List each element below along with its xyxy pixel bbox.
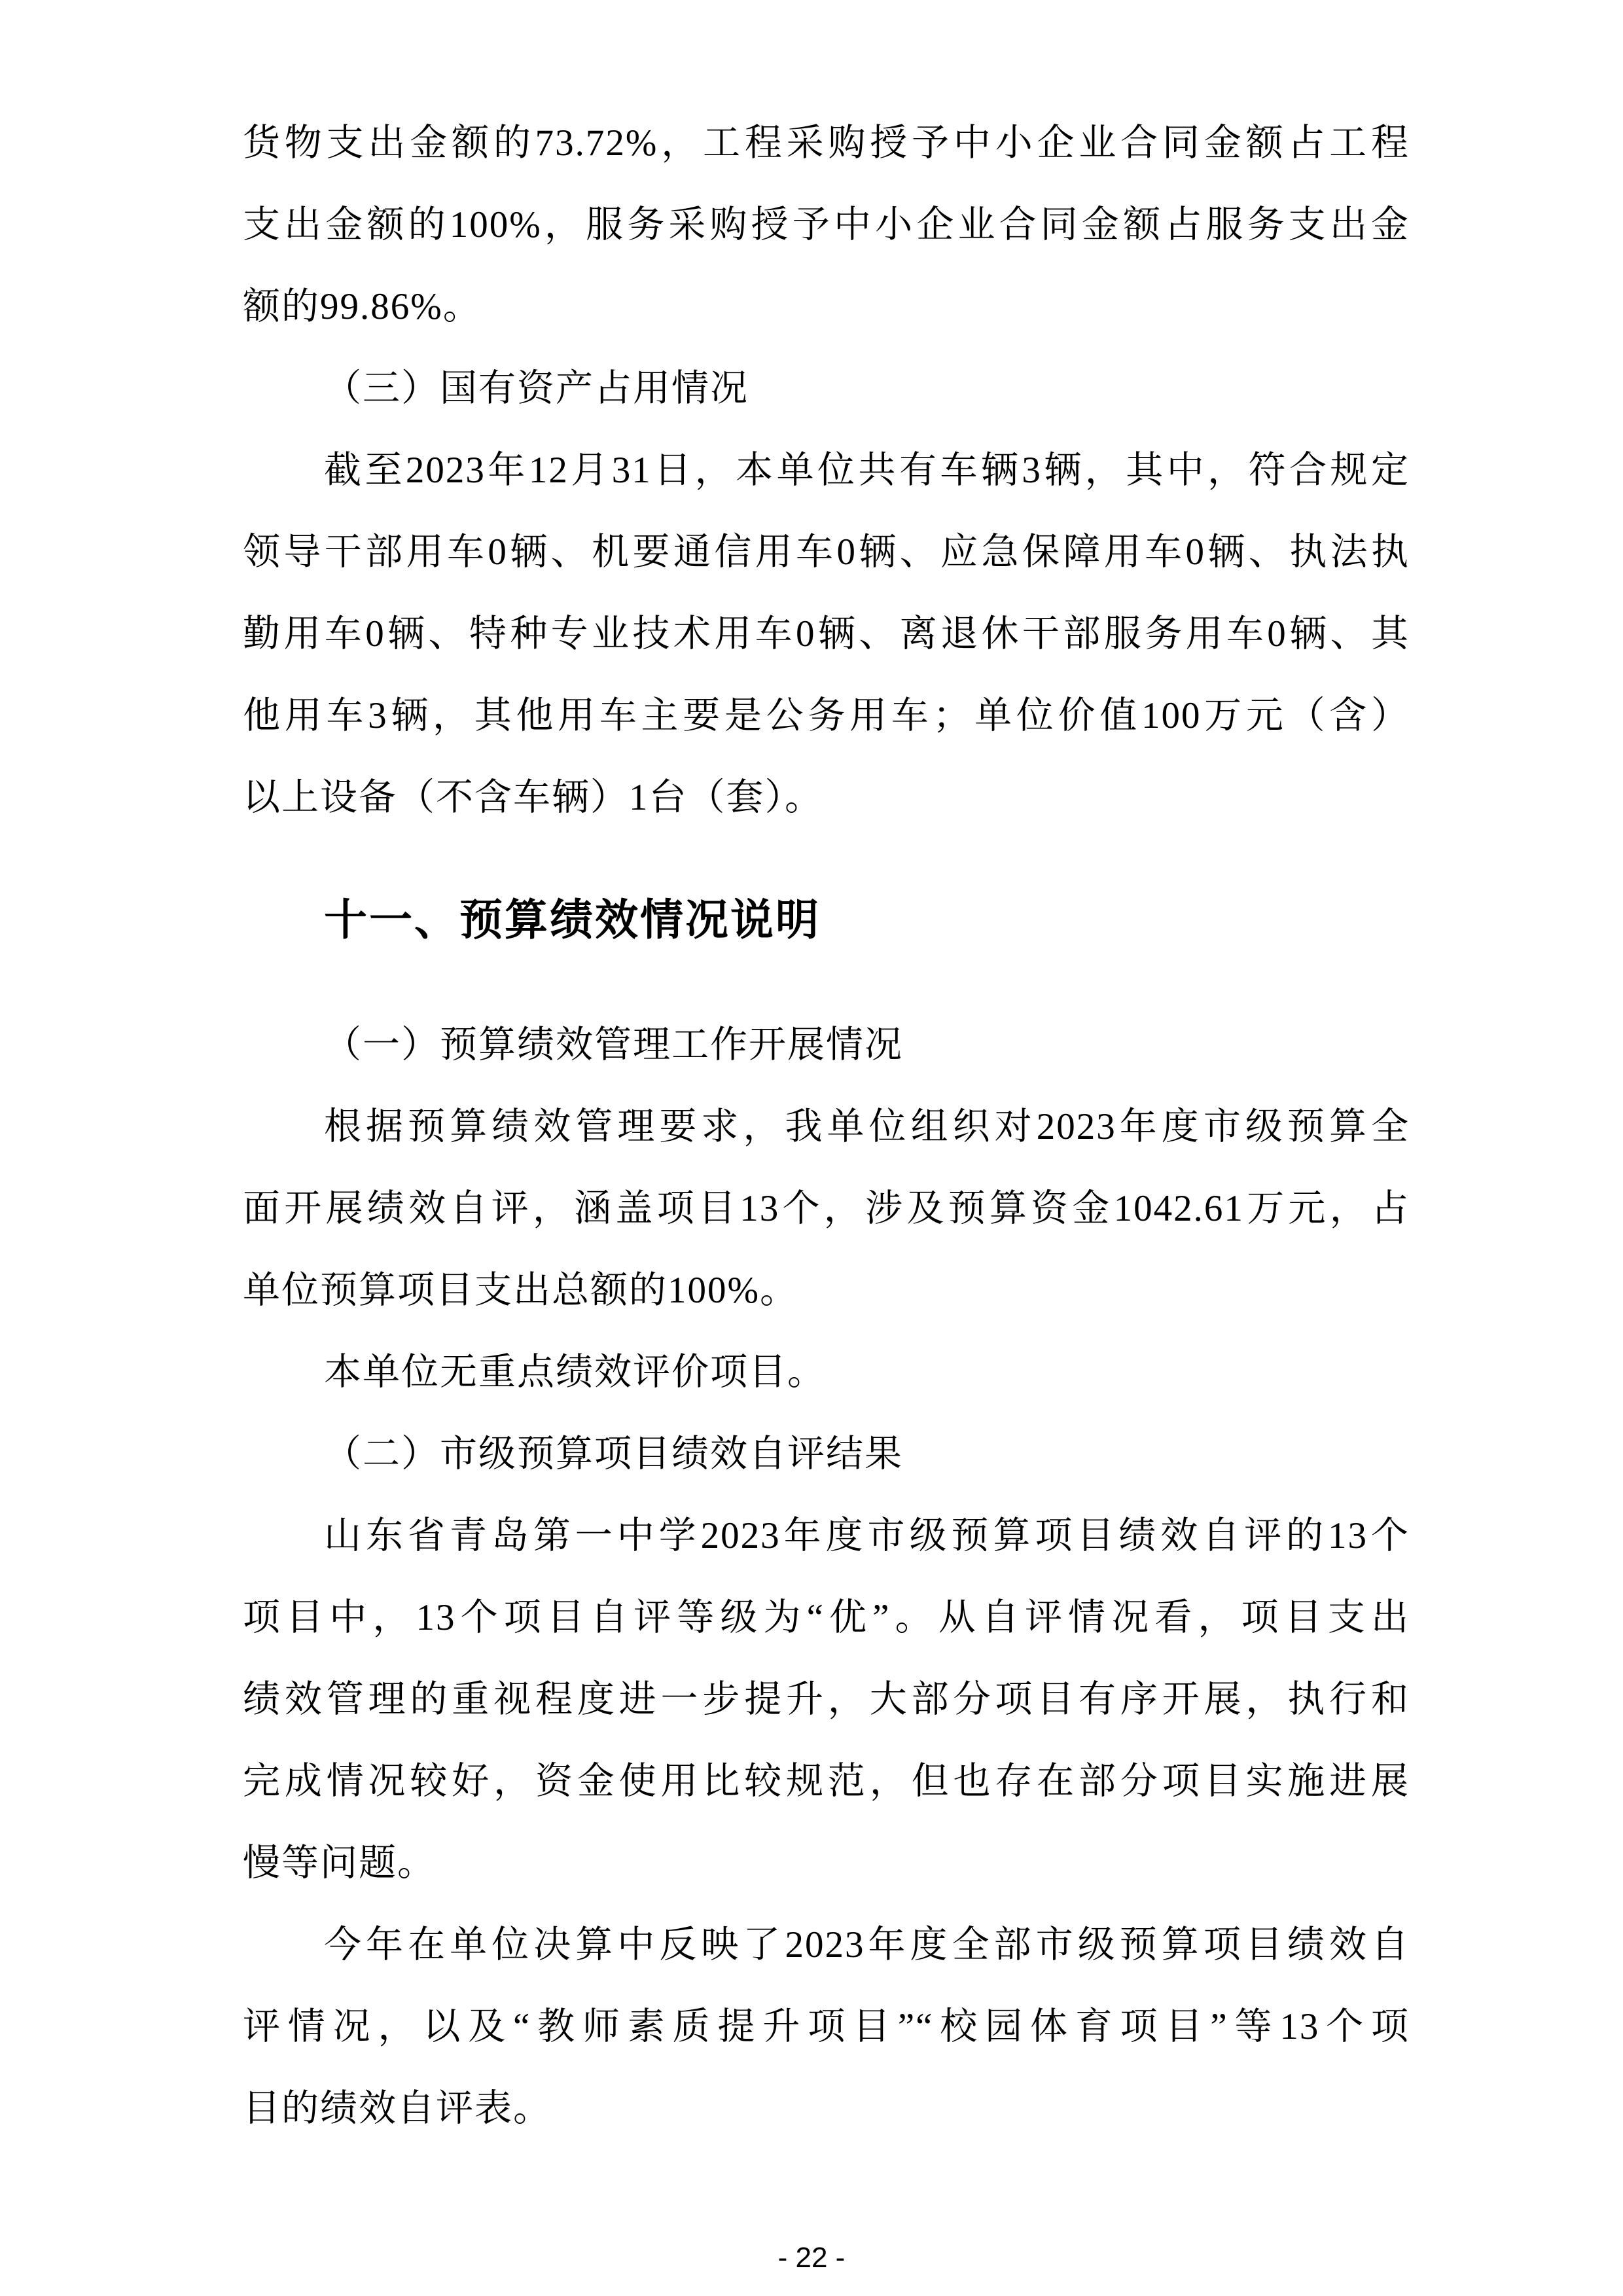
paragraph-procurement	[243, 102, 1410, 348]
body-text-line: 绩效管理的重视程度进一步提升，大部分项目有序开展，执行和	[243, 1679, 1410, 1720]
body-text-line: 项目中，13个项目自评等级为“优”。从自评情况看，项目支出	[243, 1597, 1410, 1638]
body-text-line: 面开展绩效自评，涵盖项目13个，涉及预算资金1042.61万元，占	[243, 1188, 1410, 1229]
body-text-line: 本单位无重点绩效评价项目。	[324, 1352, 826, 1393]
section-subheading-assets: （三）国有资产占用情况	[324, 368, 749, 409]
body-text-line: 慢等问题。	[243, 1842, 436, 1884]
body-text-line: 今年在单位决算中反映了2023年度全部市级预算项目绩效自	[324, 1924, 1410, 1965]
body-text-line: 他用车3辆，其他用车主要是公务用车；单位价值100万元（含）	[243, 695, 1410, 736]
section-subheading-management: （一）预算绩效管理工作开展情况	[324, 1024, 903, 1066]
body-text-line: 完成情况较好，资金使用比较规范，但也存在部分项目实施进展	[243, 1761, 1410, 1802]
body-text-line: 领导干部用车0辆、机要通信用车0辆、应急保障用车0辆、执法执	[243, 531, 1410, 573]
body-text-line: 支出金额的100%，服务采购授予中小企业合同金额占服务支出金	[243, 204, 1410, 245]
body-text-line: 截至2023年12月31日，本单位共有车辆3辆，其中，符合规定	[324, 450, 1410, 491]
page-body	[243, 102, 1410, 2149]
body-text-line: 勤用车0辆、特种专业技术用车0辆、离退休干部服务用车0辆、其	[243, 613, 1410, 655]
body-text-line: 山东省青岛第一中学2023年度市级预算项目绩效自评的13个	[324, 1515, 1410, 1556]
body-text-line: 根据预算绩效管理要求，我单位组织对2023年度市级预算全	[324, 1106, 1410, 1147]
body-text-line: 货物支出金额的73.72%，工程采购授予中小企业合同金额占工程	[243, 122, 1410, 164]
page-number: - 22 -	[777, 2242, 846, 2274]
section-subheading-results: （二）市级预算项目绩效自评结果	[324, 1433, 903, 1475]
body-text-line: 评情况，以及“教师素质提升项目”“校园体育项目”等13个项	[243, 2006, 1410, 2047]
paragraph-results	[243, 1495, 1410, 1904]
body-text-line: 单位预算项目支出总额的100%。	[243, 1270, 798, 1311]
paragraph-self-evaluation-tables	[243, 1904, 1410, 2149]
body-text-line: 目的绩效自评表。	[243, 2088, 552, 2129]
paragraph-no-key-evaluation	[243, 1331, 1410, 1413]
body-text-line: 额的99.86%。	[243, 286, 482, 327]
body-text-line: 以上设备（不含车辆）1台（套）。	[243, 777, 823, 818]
paragraph-assets	[243, 429, 1410, 838]
paragraph-management	[243, 1086, 1410, 1331]
section-heading-performance: 十一、预算绩效情况说明	[324, 895, 821, 944]
